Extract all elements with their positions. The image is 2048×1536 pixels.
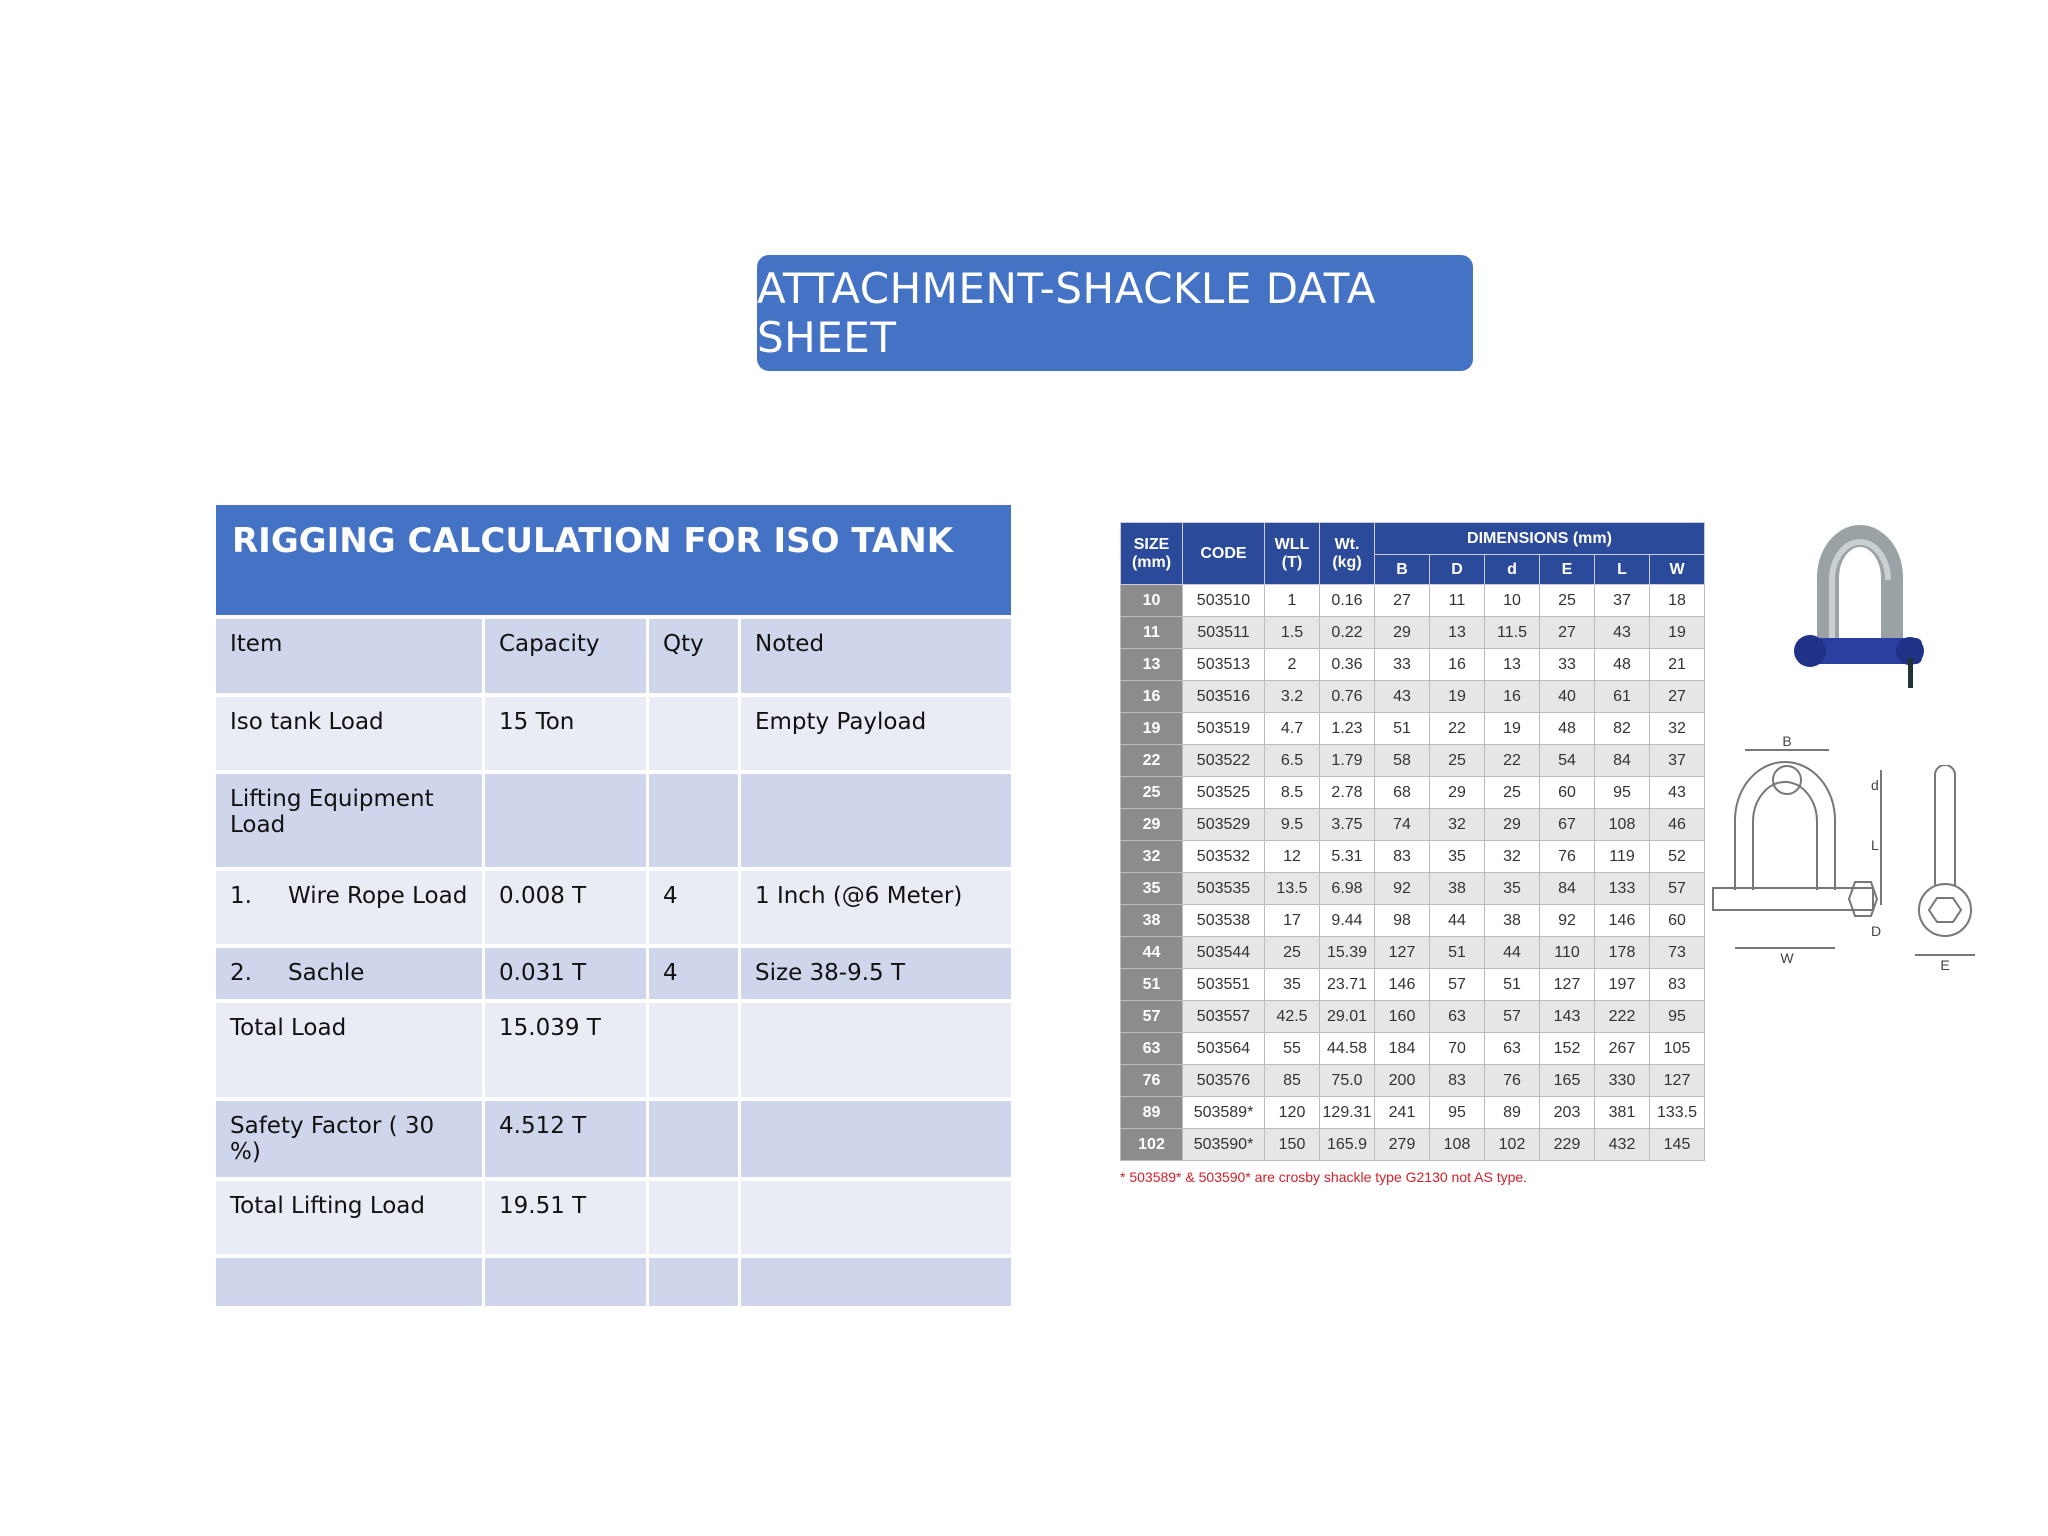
value-cell: 75.0 [1320,1065,1375,1097]
size-cell: 29 [1121,809,1183,841]
qty-cell [649,770,741,867]
value-cell: 37 [1650,745,1705,777]
value-cell: 146 [1375,969,1430,1001]
value-cell: 89 [1485,1097,1540,1129]
value-cell: 381 [1595,1097,1650,1129]
capacity-cell: 15.039 T [485,999,649,1097]
value-cell: 503589* [1183,1097,1265,1129]
value-cell: 57 [1430,969,1485,1001]
col-header-dimensions: DIMENSIONS (mm) [1375,523,1705,555]
value-cell: 84 [1595,745,1650,777]
value-cell: 8.5 [1265,777,1320,809]
table-row [1121,713,1705,745]
col-header-capacity: Capacity [485,615,649,693]
value-cell: 76 [1485,1065,1540,1097]
value-cell: 3.75 [1320,809,1375,841]
table-row [1121,1001,1705,1033]
table-row [216,944,1011,999]
bow-outline-inner [1753,782,1817,890]
value-cell: 27 [1650,681,1705,713]
table-row [1121,841,1705,873]
col-header-noted: Noted [741,615,1011,693]
table-row [1121,649,1705,681]
value-cell: 73 [1650,937,1705,969]
value-cell: 83 [1650,969,1705,1001]
col-header-size: SIZE (mm) [1121,523,1183,585]
value-cell: 503538 [1183,905,1265,937]
qty-cell: 4 [649,867,741,944]
value-cell: 127 [1650,1065,1705,1097]
col-header-b: B [1375,555,1430,585]
value-cell: 503510 [1183,585,1265,617]
value-cell: 108 [1595,809,1650,841]
shackle-photo [1790,518,1930,698]
qty-cell: 4 [649,944,741,999]
col-header-D: D [1430,555,1485,585]
size-cell: 22 [1121,745,1183,777]
item-cell: Iso tank Load [216,693,485,770]
value-cell: 27 [1375,585,1430,617]
label-d-small: d [1871,777,1879,793]
size-cell: 19 [1121,713,1183,745]
noted-cell [741,999,1011,1097]
table-row [1121,585,1705,617]
value-cell: 503516 [1183,681,1265,713]
table-row [1121,1065,1705,1097]
value-cell: 15.39 [1320,937,1375,969]
value-cell: 503551 [1183,969,1265,1001]
value-cell: 178 [1595,937,1650,969]
value-cell: 197 [1595,969,1650,1001]
value-cell: 241 [1375,1097,1430,1129]
table-row [1121,1129,1705,1161]
size-cell: 32 [1121,841,1183,873]
size-cell: 35 [1121,873,1183,905]
label-l: L [1871,837,1879,853]
value-cell: 0.76 [1320,681,1375,713]
noted-cell: Empty Payload [741,693,1011,770]
table-row [1121,905,1705,937]
value-cell: 52 [1650,841,1705,873]
value-cell: 165.9 [1320,1129,1375,1161]
value-cell: 12 [1265,841,1320,873]
value-cell: 25 [1485,777,1540,809]
value-cell: 60 [1650,905,1705,937]
shackle-data-table [1120,522,1705,1185]
value-cell: 5.31 [1320,841,1375,873]
value-cell: 57 [1485,1001,1540,1033]
size-cell: 51 [1121,969,1183,1001]
value-cell: 82 [1595,713,1650,745]
value-cell: 67 [1540,809,1595,841]
noted-cell [741,770,1011,867]
banner-title: ATTACHMENT-SHACKLE DATA SHEET [757,264,1376,362]
value-cell: 35 [1485,873,1540,905]
value-cell: 51 [1430,937,1485,969]
value-cell: 55 [1265,1033,1320,1065]
value-cell: 63 [1430,1001,1485,1033]
value-cell: 43 [1595,617,1650,649]
size-cell: 76 [1121,1065,1183,1097]
value-cell: 29.01 [1320,1001,1375,1033]
value-cell: 503525 [1183,777,1265,809]
value-cell: 23.71 [1320,969,1375,1001]
col-header-e: E [1540,555,1595,585]
table-row [1121,969,1705,1001]
value-cell: 92 [1540,905,1595,937]
value-cell: 2 [1265,649,1320,681]
value-cell: 127 [1540,969,1595,1001]
shackle-side-diagram [1905,765,1985,975]
value-cell: 32 [1650,713,1705,745]
value-cell: 16 [1485,681,1540,713]
value-cell: 22 [1485,745,1540,777]
value-cell: 19 [1650,617,1705,649]
value-cell: 54 [1540,745,1595,777]
size-cell: 63 [1121,1033,1183,1065]
table-row [1121,1033,1705,1065]
value-cell: 503590* [1183,1129,1265,1161]
value-cell: 503532 [1183,841,1265,873]
value-cell: 432 [1595,1129,1650,1161]
side-shank [1935,765,1955,885]
table-row [216,693,1011,770]
value-cell: 1.79 [1320,745,1375,777]
value-cell: 19 [1485,713,1540,745]
value-cell: 0.16 [1320,585,1375,617]
table-row [216,1097,1011,1177]
value-cell: 25 [1430,745,1485,777]
value-cell: 9.5 [1265,809,1320,841]
table-row [1121,777,1705,809]
item-number: 2. [230,960,252,986]
rigging-table [216,505,1011,1306]
capacity-cell: 4.512 T [485,1097,649,1177]
title-banner [757,255,1473,371]
shackle-rows [1121,585,1705,1161]
value-cell: 92 [1375,873,1430,905]
value-cell: 37 [1595,585,1650,617]
label-w: W [1780,950,1794,966]
value-cell: 11.5 [1485,617,1540,649]
item-number: 1. [230,883,252,909]
value-cell: 503576 [1183,1065,1265,1097]
size-cell: 10 [1121,585,1183,617]
value-cell: 32 [1430,809,1485,841]
value-cell: 63 [1485,1033,1540,1065]
qty-cell [649,1177,741,1254]
item-cell: Lifting Equipment Load [216,770,485,867]
value-cell: 503522 [1183,745,1265,777]
value-cell: 70 [1430,1033,1485,1065]
value-cell: 95 [1595,777,1650,809]
value-cell: 267 [1595,1033,1650,1065]
value-cell: 83 [1430,1065,1485,1097]
value-cell: 4.7 [1265,713,1320,745]
value-cell: 25 [1265,937,1320,969]
qty-cell [649,1254,741,1306]
value-cell: 38 [1430,873,1485,905]
value-cell: 83 [1375,841,1430,873]
col-header-weight: Wt. (kg) [1320,523,1375,585]
value-cell: 503529 [1183,809,1265,841]
value-cell: 48 [1595,649,1650,681]
size-cell: 25 [1121,777,1183,809]
table-row [1121,617,1705,649]
qty-cell [649,693,741,770]
value-cell: 27 [1540,617,1595,649]
value-cell: 503535 [1183,873,1265,905]
value-cell: 120 [1265,1097,1320,1129]
value-cell: 133 [1595,873,1650,905]
value-cell: 129.31 [1320,1097,1375,1129]
col-header-wll: WLL (T) [1265,523,1320,585]
value-cell: 35 [1430,841,1485,873]
value-cell: 74 [1375,809,1430,841]
label-d-big: D [1871,923,1882,939]
item-label: Sachle [288,960,365,986]
value-cell: 1.23 [1320,713,1375,745]
value-cell: 105 [1650,1033,1705,1065]
value-cell: 10 [1485,585,1540,617]
value-cell: 33 [1375,649,1430,681]
item-cell [216,867,485,944]
value-cell: 127 [1375,937,1430,969]
capacity-cell: 0.008 T [485,867,649,944]
rigging-title: RIGGING CALCULATION FOR ISO TANK [216,505,1011,615]
value-cell: 330 [1595,1065,1650,1097]
value-cell: 32 [1485,841,1540,873]
item-cell: Total Load [216,999,485,1097]
value-cell: 503513 [1183,649,1265,681]
value-cell: 0.22 [1320,617,1375,649]
value-cell: 51 [1375,713,1430,745]
table-row [216,1254,1011,1306]
table-row [216,770,1011,867]
value-cell: 38 [1485,905,1540,937]
noted-cell [741,1254,1011,1306]
qty-cell [649,1097,741,1177]
capacity-cell: 19.51 T [485,1177,649,1254]
value-cell: 25 [1540,585,1595,617]
value-cell: 29 [1430,777,1485,809]
footnote: * 503589* & 503590* are crosby shackle type G2130 not AS type. [1120,1169,1528,1185]
size-cell: 57 [1121,1001,1183,1033]
value-cell: 60 [1540,777,1595,809]
size-cell: 16 [1121,681,1183,713]
shackle-front-diagram [1705,730,1885,970]
value-cell: 9.44 [1320,905,1375,937]
capacity-cell [485,770,649,867]
value-cell: 503544 [1183,937,1265,969]
table-row [1121,745,1705,777]
value-cell: 6.98 [1320,873,1375,905]
value-cell: 95 [1430,1097,1485,1129]
value-cell: 98 [1375,905,1430,937]
value-cell: 503519 [1183,713,1265,745]
table-row [1121,937,1705,969]
label-b: B [1782,733,1792,749]
value-cell: 43 [1375,681,1430,713]
table-row [216,1177,1011,1254]
shackle-highlight [1832,542,1888,638]
value-cell: 200 [1375,1065,1430,1097]
value-cell: 22 [1430,713,1485,745]
col-header-d: d [1485,555,1540,585]
value-cell: 2.78 [1320,777,1375,809]
col-header-qty: Qty [649,615,741,693]
value-cell: 18 [1650,585,1705,617]
capacity-cell [485,1254,649,1306]
side-nut [1929,898,1961,922]
size-cell: 89 [1121,1097,1183,1129]
value-cell: 160 [1375,1001,1430,1033]
value-cell: 3.2 [1265,681,1320,713]
label-e: E [1940,957,1950,973]
value-cell: 143 [1540,1001,1595,1033]
size-cell: 11 [1121,617,1183,649]
table-row [1121,809,1705,841]
capacity-cell: 15 Ton [485,693,649,770]
table-row [216,999,1011,1097]
item-cell: Safety Factor ( 30 %) [216,1097,485,1177]
item-cell: Total Lifting Load [216,1177,485,1254]
value-cell: 16 [1430,649,1485,681]
rigging-header-row [216,615,1011,693]
item-label: Wire Rope Load [288,883,468,909]
value-cell: 145 [1650,1129,1705,1161]
value-cell: 11 [1430,585,1485,617]
value-cell: 165 [1540,1065,1595,1097]
value-cell: 146 [1595,905,1650,937]
noted-cell: Size 38-9.5 T [741,944,1011,999]
value-cell: 184 [1375,1033,1430,1065]
value-cell: 17 [1265,905,1320,937]
noted-cell [741,1097,1011,1177]
value-cell: 61 [1595,681,1650,713]
size-cell: 44 [1121,937,1183,969]
value-cell: 43 [1650,777,1705,809]
value-cell: 21 [1650,649,1705,681]
value-cell: 150 [1265,1129,1320,1161]
value-cell: 503511 [1183,617,1265,649]
size-cell: 38 [1121,905,1183,937]
value-cell: 13.5 [1265,873,1320,905]
value-cell: 503557 [1183,1001,1265,1033]
value-cell: 119 [1595,841,1650,873]
value-cell: 58 [1375,745,1430,777]
table-row [1121,873,1705,905]
value-cell: 102 [1485,1129,1540,1161]
value-cell: 68 [1375,777,1430,809]
value-cell: 40 [1540,681,1595,713]
value-cell: 51 [1485,969,1540,1001]
col-header-code: CODE [1183,523,1265,585]
value-cell: 29 [1375,617,1430,649]
size-cell: 102 [1121,1129,1183,1161]
value-cell: 95 [1650,1001,1705,1033]
cotter-pin [1908,658,1913,688]
noted-cell [741,1177,1011,1254]
pin-section [1773,766,1801,794]
value-cell: 108 [1430,1129,1485,1161]
value-cell: 229 [1540,1129,1595,1161]
col-header-l: L [1595,555,1650,585]
size-cell: 13 [1121,649,1183,681]
table-row [1121,681,1705,713]
item-cell [216,1254,485,1306]
value-cell: 6.5 [1265,745,1320,777]
value-cell: 0.36 [1320,649,1375,681]
value-cell: 110 [1540,937,1595,969]
value-cell: 85 [1265,1065,1320,1097]
table-row [1121,1097,1705,1129]
value-cell: 46 [1650,809,1705,841]
value-cell: 44 [1430,905,1485,937]
value-cell: 1.5 [1265,617,1320,649]
table-row [216,867,1011,944]
value-cell: 76 [1540,841,1595,873]
capacity-cell: 0.031 T [485,944,649,999]
value-cell: 44.58 [1320,1033,1375,1065]
value-cell: 13 [1485,649,1540,681]
value-cell: 133.5 [1650,1097,1705,1129]
value-cell: 203 [1540,1097,1595,1129]
value-cell: 503564 [1183,1033,1265,1065]
noted-cell: 1 Inch (@6 Meter) [741,867,1011,944]
value-cell: 152 [1540,1033,1595,1065]
value-cell: 84 [1540,873,1595,905]
side-eye [1919,884,1971,936]
col-header-w: W [1650,555,1705,585]
pin-nut [1794,635,1826,667]
value-cell: 222 [1595,1001,1650,1033]
col-header-item: Item [216,615,485,693]
value-cell: 13 [1430,617,1485,649]
value-cell: 48 [1540,713,1595,745]
value-cell: 29 [1485,809,1540,841]
value-cell: 35 [1265,969,1320,1001]
value-cell: 279 [1375,1129,1430,1161]
value-cell: 33 [1540,649,1595,681]
qty-cell [649,999,741,1097]
value-cell: 57 [1650,873,1705,905]
item-cell [216,944,485,999]
value-cell: 19 [1430,681,1485,713]
value-cell: 44 [1485,937,1540,969]
value-cell: 42.5 [1265,1001,1320,1033]
value-cell: 1 [1265,585,1320,617]
